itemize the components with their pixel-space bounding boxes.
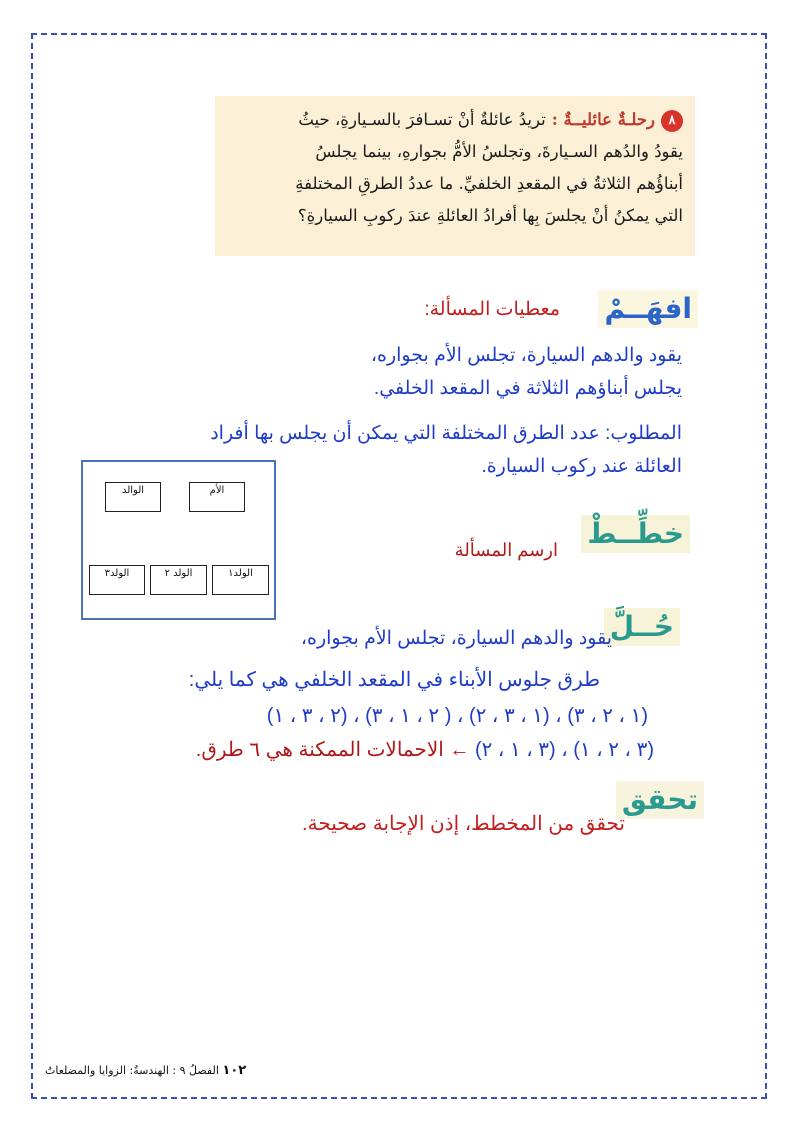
seat-father: الوالد	[105, 482, 161, 512]
problem-line-4: التي يمكنُ أنْ يجلسَ بِها أفرادُ العائلةِ عندَ ركوبِ السيارةِ؟	[297, 206, 683, 225]
solve-conclusion: الاحمالات الممكنة هي ٦ طرق.	[195, 739, 444, 761]
problem-box	[215, 96, 695, 256]
problem-line-2: يقودُ والدُهم السـيارةَ، وتجلسُ الأمُّ بجوارهِ، بينما يجلسُ	[315, 142, 683, 161]
arrow-icon: ←	[449, 739, 470, 761]
given-label: معطيات المسألة:	[424, 299, 560, 320]
problem-number-badge: ٨	[661, 110, 683, 132]
required-line-2: العائلة عند ركوب السيارة.	[481, 456, 682, 477]
problem-title: رحلـةٌ عائليــةٌ :	[551, 110, 655, 129]
seat-child-1: الولد١	[212, 565, 269, 595]
problem-line-3: أبناؤُهم الثلاثةُ في المقعدِ الخلفيِّ. ما عددُ الطرقِ المختلفةِ	[295, 174, 683, 193]
solve-line-3: (١ ، ٢ ، ٣) ، (١ ، ٣ ، ٢) ، ( ٢ ، ١ ، ٣) ، (٢ ، ٣ ، ١)	[266, 705, 648, 727]
check-text: تحقق من المخطط، إذن الإجابة صحيحة.	[302, 813, 625, 835]
plan-text: ارسم المسألة	[454, 540, 558, 560]
seat-mother: الأم	[189, 482, 245, 512]
plan-heading: خطِّــطْ	[581, 515, 690, 553]
seat-child-3: الولد٣	[89, 565, 145, 595]
required-line-1: المطلوب: عدد الطرق المختلفة التي يمكن أن يجلس بها أفراد	[210, 423, 682, 444]
solve-line-4-permutations: (٣ ، ٢ ، ١) ، (٣ ، ١ ، ٢)	[474, 739, 654, 761]
problem-text-1: تريدُ عائلةٌ أنْ تسـافرَ بالسـيارةِ، حيثُ	[298, 110, 546, 129]
page-footer	[45, 1063, 246, 1078]
given-line-1: يقود والدهم السيارة، تجلس الأم بجواره،	[370, 345, 682, 366]
check-heading: تحقق	[616, 781, 704, 819]
page-number: ١٠٢	[222, 1063, 247, 1078]
seating-diagram	[81, 460, 276, 620]
understand-heading: افهَــمْ	[598, 290, 698, 328]
solve-line-2: طرق جلوس الأبناء في المقعد الخلفي هي كما يلي:	[188, 669, 600, 691]
seat-child-2: الولد ٢	[150, 565, 207, 595]
problem-line-1	[218, 104, 683, 136]
given-line-2: يجلس أبناؤهم الثلاثة في المقعد الخلفي.	[373, 378, 682, 399]
solve-heading: حُــلَّ	[604, 608, 680, 646]
solve-line-4	[196, 737, 654, 762]
chapter-title: الفصلُ ٩ : الهندسةُ: الزوايا والمضلعاتُ	[45, 1064, 219, 1077]
solve-line-1: يقود والدهم السيارة، تجلس الأم بجواره،	[300, 628, 612, 649]
